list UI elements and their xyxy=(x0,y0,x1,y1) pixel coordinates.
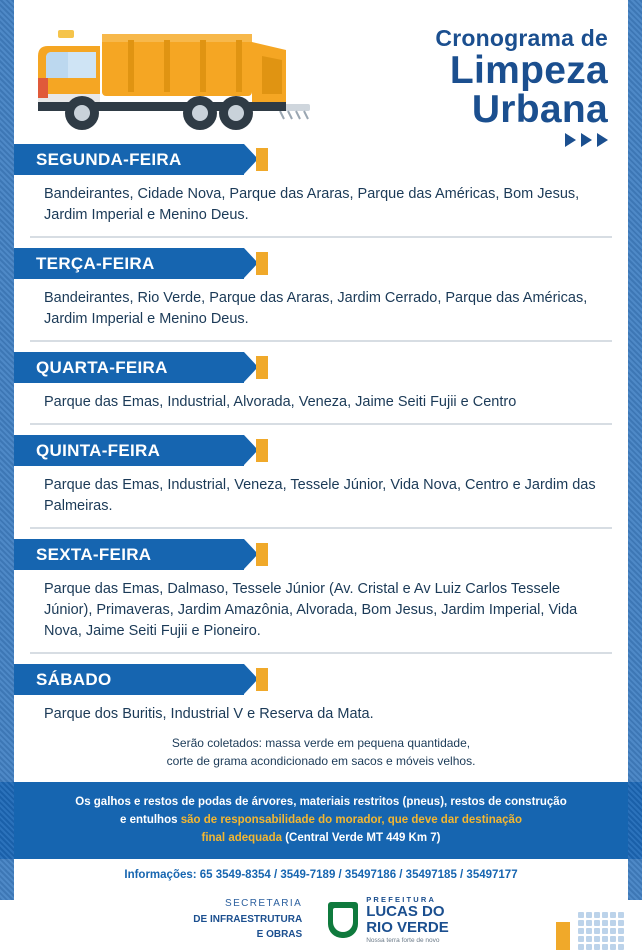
dot xyxy=(618,944,624,950)
dot xyxy=(610,936,616,942)
contact-phones: Informações: 65 3549-8354 / 3549-7189 / 35497186 / 35497185 / 35497177 xyxy=(124,869,518,882)
divider xyxy=(30,340,612,342)
divider xyxy=(30,236,612,238)
band-highlight-2: final adequada xyxy=(201,831,283,844)
title-line-2: Limpeza xyxy=(449,49,608,93)
dot xyxy=(586,912,592,918)
dot xyxy=(594,928,600,934)
schedule-list xyxy=(0,144,642,770)
dot xyxy=(610,928,616,934)
day-label: SEGUNDA-FEIRA xyxy=(36,149,182,169)
bar-accent-tab xyxy=(256,252,268,275)
band-text-3: (Central Verde MT 449 Km 7) xyxy=(282,831,441,844)
dot xyxy=(594,920,600,926)
dot xyxy=(594,936,600,942)
secretaria-line-1: SECRETARIA xyxy=(225,898,303,910)
dot xyxy=(602,920,608,926)
prefeitura-slogan: Nossa terra forte de novo xyxy=(366,936,440,944)
day-header-sabado xyxy=(14,664,244,695)
day-neighborhoods: Bandeirantes, Rio Verde, Parque das Araras, Jardim Cerrado, Parque das Américas, Jardim Imperial e Menino Deus. xyxy=(44,290,588,328)
dot xyxy=(578,936,584,942)
note-line-1: Serão coletados: massa verde em pequena quantidade, xyxy=(171,736,471,751)
dot-grid-decoration xyxy=(578,912,624,950)
prefeitura-text xyxy=(366,895,449,944)
title-line-3: Urbana xyxy=(471,88,608,132)
prefeitura-line-1: PREFEITURA xyxy=(366,895,437,905)
header xyxy=(0,0,642,144)
prefeitura-line-2: LUCAS DO xyxy=(366,903,445,921)
dot xyxy=(594,944,600,950)
bar-accent-tab xyxy=(256,439,268,462)
day-header-terca xyxy=(14,248,244,279)
bar-accent-tab xyxy=(256,356,268,379)
dot xyxy=(586,920,592,926)
city-coat-of-arms-icon xyxy=(328,902,358,938)
dot xyxy=(578,944,584,950)
day-neighborhoods: Parque das Emas, Industrial, Alvorada, Veneza, Jaime Seiti Fujii e Centro xyxy=(44,394,517,411)
day-label: SEXTA-FEIRA xyxy=(36,544,152,564)
day-label: TERÇA-FEIRA xyxy=(36,253,155,273)
band-text-2: e entulhos xyxy=(120,813,181,826)
dot xyxy=(602,944,608,950)
day-header-quarta xyxy=(14,352,244,383)
divider xyxy=(30,423,612,425)
shield-inner xyxy=(333,908,353,932)
dot xyxy=(578,920,584,926)
collection-note xyxy=(28,735,614,770)
dot xyxy=(602,912,608,918)
day-neighborhoods: Parque das Emas, Industrial, Veneza, Tessele Júnior, Vida Nova, Centro e Jardim das Palmeiras. xyxy=(44,477,596,515)
day-neighborhoods: Parque das Emas, Dalmaso, Tessele Júnior (Av. Cristal e Av Luiz Carlos Tessele Júnior), Primaveras, Jardim Amazônia, Alvorada, Bom Jesus, Jardim Imperial, Vida Nova, Jaime Seiti Fujii e Pioneiro. xyxy=(44,581,578,640)
orange-block-decoration xyxy=(556,922,570,950)
dot xyxy=(594,912,600,918)
title-line-1: Cronograma de xyxy=(435,25,608,51)
title-block xyxy=(435,10,616,147)
secretaria-logo xyxy=(193,896,302,943)
bar-accent-tab xyxy=(256,668,268,691)
dot xyxy=(610,920,616,926)
dot xyxy=(618,920,624,926)
dot xyxy=(618,912,624,918)
dot xyxy=(610,912,616,918)
day-header-sexta xyxy=(14,539,244,570)
day-label: QUARTA-FEIRA xyxy=(36,357,168,377)
bar-accent-tab xyxy=(256,148,268,171)
day-label: QUINTA-FEIRA xyxy=(36,440,161,460)
dot xyxy=(586,928,592,934)
day-neighborhoods: Bandeirantes, Cidade Nova, Parque das Araras, Parque das Américas, Bom Jesus, Jardim Imperial e Menino Deus. xyxy=(44,186,580,224)
prefeitura-logo xyxy=(328,895,449,944)
garbage-truck-icon xyxy=(24,16,314,141)
dot xyxy=(602,928,608,934)
band-highlight-1: são de responsabilidade do morador, que deve dar destinação xyxy=(180,813,522,826)
note-line-2: corte de grama acondicionado em sacos e móveis velhos. xyxy=(166,753,476,768)
dot xyxy=(578,912,584,918)
prefeitura-line-3: RIO VERDE xyxy=(366,918,449,936)
dot xyxy=(618,936,624,942)
responsibility-band xyxy=(0,782,642,859)
bar-accent-tab xyxy=(256,543,268,566)
day-header-segunda xyxy=(14,144,244,175)
secretaria-line-2: DE INFRAESTRUTURA xyxy=(193,913,303,925)
dot xyxy=(610,944,616,950)
divider xyxy=(30,527,612,529)
dot xyxy=(578,928,584,934)
footer-logos xyxy=(0,889,642,944)
dot xyxy=(618,928,624,934)
day-neighborhoods: Parque dos Buritis, Industrial V e Reserva da Mata. xyxy=(44,706,374,723)
band-text-1: Os galhos e restos de podas de árvores, materiais restritos (pneus), restos de construção xyxy=(75,795,567,808)
secretaria-line-3: E OBRAS xyxy=(256,929,303,941)
divider xyxy=(30,652,612,654)
dot xyxy=(602,936,608,942)
day-header-quinta xyxy=(14,435,244,466)
dot xyxy=(586,936,592,942)
day-label: SÁBADO xyxy=(36,669,112,689)
dot xyxy=(586,944,592,950)
